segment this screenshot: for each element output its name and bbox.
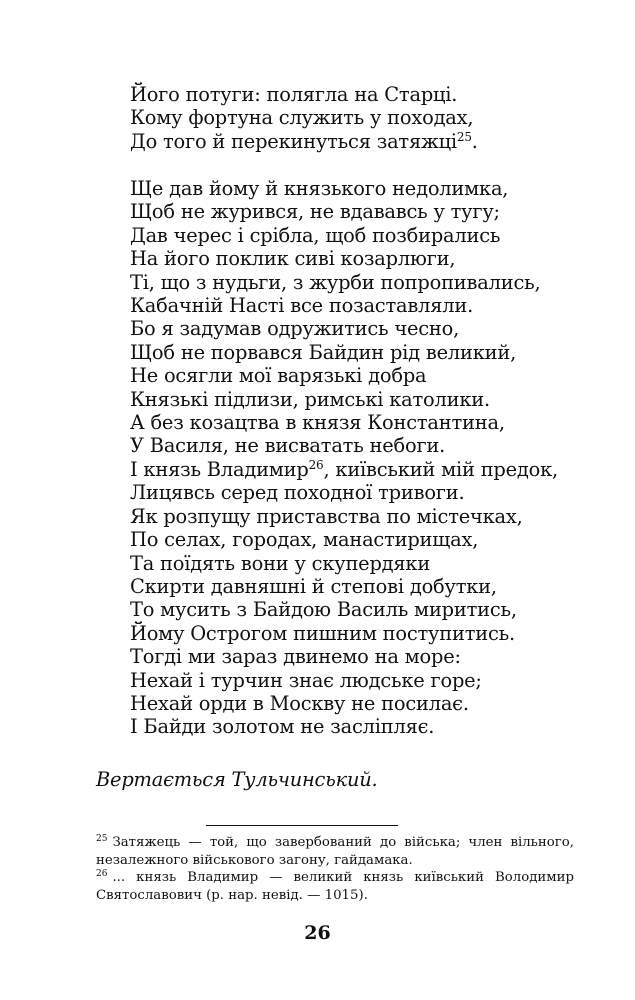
verse-line: Не осягли мої варязькі добра xyxy=(130,364,427,388)
footnote-number: 25 xyxy=(96,833,108,844)
stage-direction: Вертається Тульчинський. xyxy=(96,768,378,791)
footnote-separator xyxy=(206,825,398,826)
footnote-ref[interactable]: 25 xyxy=(456,130,472,145)
verse-line: Нехай і турчин знає людське горе; xyxy=(130,668,482,692)
verse-line: Його потуги: полягла на Старці. xyxy=(130,83,458,106)
footnote xyxy=(96,869,574,904)
poem-stanza-2 xyxy=(130,177,558,739)
verse-line xyxy=(130,130,478,153)
footnote xyxy=(96,834,574,869)
poem-stanza-1 xyxy=(130,83,478,153)
verse-text: І князь Владимир xyxy=(130,457,309,481)
verse-line: Щоб не порвався Байдин рід великий, xyxy=(130,340,517,364)
verse-line: Князькі підлизи, римські католики. xyxy=(130,387,490,411)
footnote-text: ... князь Владимир — великий князь київський Володимир Святославович (р. нар. невід. — 1015). xyxy=(96,870,574,903)
footnotes xyxy=(96,834,574,904)
verse-line: Ще дав йому й князького недолимка, xyxy=(130,177,509,200)
verse-line: Скирти давняшні й степові добутки, xyxy=(130,574,497,598)
verse-line: Як розпущу приставства по містечках, xyxy=(130,504,523,528)
verse-line: Щоб не журився, не вдававсь у тугу; xyxy=(130,200,500,224)
verse-line xyxy=(130,458,558,481)
verse-line: Кабачній Насті все позаставляли. xyxy=(130,294,474,318)
verse-line: Кому фортуна служить у походах, xyxy=(130,106,474,130)
verse-text: До того й перекинуться затяжці xyxy=(130,129,457,153)
verse-line: Йому Острогом пишним поступитись. xyxy=(130,621,515,645)
verse-text-after: , київський мій предок, xyxy=(323,457,559,481)
verse-line: І Байди золотом не засліпляє. xyxy=(130,715,435,739)
verse-line: А без козацтва в князя Константина, xyxy=(130,411,505,435)
verse-line: То мусить з Байдою Василь миритись, xyxy=(130,598,517,622)
verse-line: У Василя, не висватать небоги. xyxy=(130,434,446,458)
verse-line: Тогді ми зараз двинемо на море: xyxy=(130,645,461,669)
verse-line: Бо я задумав одружитись чесно, xyxy=(130,317,460,341)
footnote-number: 26 xyxy=(96,868,108,879)
verse-line: Та поїдять вони у скупердяки xyxy=(130,551,431,575)
footnote-text: Затяжець — той, що завербований до війська; член вільного, незалежного військового загону, гайдамака. xyxy=(96,835,574,868)
verse-line: На його поклик сиві козарлюги, xyxy=(130,247,456,271)
verse-line: Нехай орди в Москву не посилає. xyxy=(130,691,469,715)
verse-line: Дав черес і срібла, щоб позбирались xyxy=(130,223,501,247)
verse-line: Лицявсь серед походної тривоги. xyxy=(130,481,465,505)
verse-line: По селах, городах, манастирищах, xyxy=(130,528,479,552)
verse-text-after: . xyxy=(471,129,478,153)
footnote-ref[interactable]: 26 xyxy=(308,458,324,473)
page-number: 26 xyxy=(304,922,331,944)
verse-line: Ті, що з нудьги, з журби попропивались, xyxy=(130,270,541,294)
